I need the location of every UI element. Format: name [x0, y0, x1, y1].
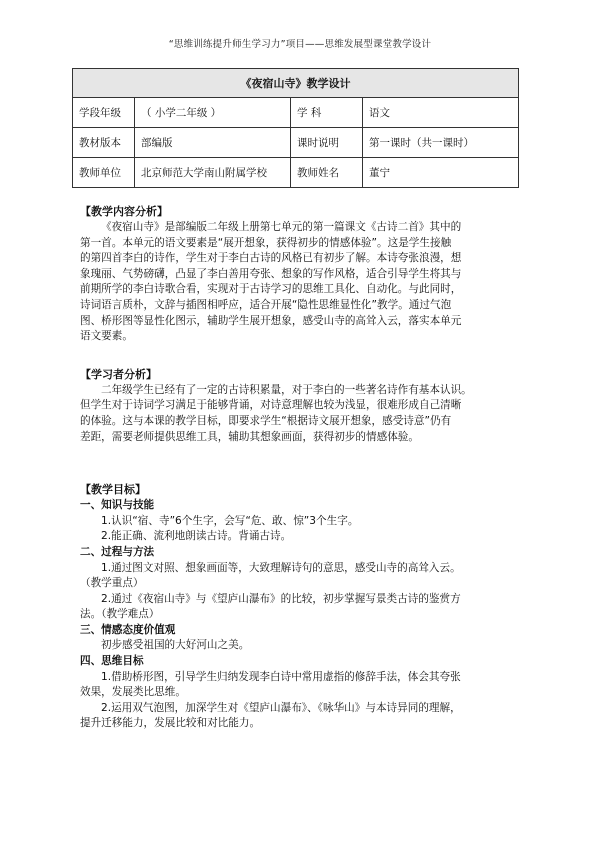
teacher-label: 教师姓名 — [291, 158, 363, 188]
lesson-info-table — [72, 68, 519, 188]
teacher-value: 董宁 — [363, 158, 519, 188]
subject-label: 学 科 — [291, 98, 363, 128]
learner-analysis-paragraph — [80, 383, 520, 445]
objective-section-title: 一、知识与技能 — [80, 499, 155, 512]
school-value: 北京师范大学南山附属学校 — [135, 158, 291, 188]
text-line: 二年级学生已经有了一定的古诗积累量，对于李白的一些著名诗作有基本认识。 — [101, 383, 472, 396]
edition-value: 部编版 — [135, 128, 291, 158]
school-label: 教师单位 — [73, 158, 135, 188]
objective-section-title: 二、过程与方法 — [80, 545, 155, 558]
period-value: 第一课时（共一课时） — [363, 128, 519, 158]
text-line: 图、桥形图等显性化图示，辅助学生展开想象，感受山寺的高耸入云，落实本单元 — [80, 314, 462, 327]
objective-item: 1.认识“宿、寺”6个生字，会写“危、敢、惊”3个生字。 — [101, 514, 359, 527]
objective-item: 2.能正确、流利地朗读古诗。背诵古诗。 — [101, 530, 292, 543]
text-line: 但学生对于诗词学习满足于能够背诵，对诗意理解也较为浅显，很难形成自己清晰 — [80, 399, 462, 412]
text-line: 第一首。本单元的语文要素是“展开想象，获得初步的情感体验”。这是学生接触 — [80, 236, 452, 249]
content-analysis-heading: 【教学内容分析】 — [80, 205, 168, 218]
grade-label: 学段年级 — [73, 98, 135, 128]
document-body — [80, 204, 520, 732]
text-line: 差距，需要老师提供思维工具，辅助其想象画面，获得初步的情感体验。 — [80, 430, 419, 443]
text-line: 象瑰丽、气势磅礴，凸显了李白善用夸张、想象的写作风格，适合引导学生将其与 — [80, 267, 462, 280]
objective-item: 2.通过《夜宿山寺》与《望庐山瀑布》的比较，初步掌握写景类古诗的鉴赏方 — [101, 592, 461, 605]
objective-item-cont: 效果，发展类比思维。 — [80, 686, 186, 699]
learner-analysis-heading: 【学习者分析】 — [80, 367, 157, 381]
objective-item: 2.运用双气泡图，加深学生对《望庐山瀑布》、《咏华山》与本诗异同的理解， — [101, 701, 461, 714]
text-line: 的第四首李白的诗作，学生对于李白古诗的风格已有初步了解。本诗夸张浪漫，想 — [80, 252, 462, 265]
objective-item-cont: 提升迁移能力，发展比较和对比能力。 — [80, 717, 261, 730]
text-line: 前期所学的李白诗歌合看，实现对于古诗学习的思维工具化、自动化。与此同时， — [80, 283, 462, 296]
objectives-heading: 【教学目标】 — [80, 483, 146, 497]
objective-item: 1.借助桥形图，引导学生归纳发现李白诗中常用虚指的修辞手法，体会其夸张 — [101, 670, 461, 683]
content-analysis-paragraph — [80, 220, 520, 345]
period-label: 课时说明 — [291, 128, 363, 158]
text-line: 《夜宿山寺》是部编版二年级上册第七单元的第一篇课文《古诗二首》其中的 — [101, 221, 462, 233]
edition-label: 教材版本 — [73, 128, 135, 158]
page-header: “思维训练提升师生学习力”项目——思维发展型课堂教学设计 — [168, 39, 432, 50]
objective-item: 初步感受祖国的大好河山之美。 — [101, 639, 250, 652]
text-line: 语文要素。 — [80, 330, 133, 343]
text-line: 的体验。这与本课的教学目标，即要求学生“根据诗文展开想象，感受诗意”仍有 — [80, 414, 452, 427]
subject-value: 语文 — [363, 98, 519, 128]
objective-section-title: 三、情感态度价值观 — [80, 623, 176, 636]
objective-item-cont: （教学重点） — [80, 577, 144, 590]
objective-item-cont: 法。（教学难点） — [80, 608, 160, 621]
lesson-title: 《夜宿山寺》教学设计 — [73, 69, 519, 98]
text-line: 诗词语言质朴，文辞与插图相呼应，适合开展“隐性思维显性化”教学。通过气泡 — [80, 298, 452, 311]
grade-value: （ 小学二年级 ） — [135, 98, 291, 128]
objective-item: 1.通过图文对照、想象画面等，大致理解诗句的意思，感受山寺的高耸入云。 — [101, 561, 461, 574]
objective-section-title: 四、思维目标 — [80, 655, 144, 668]
